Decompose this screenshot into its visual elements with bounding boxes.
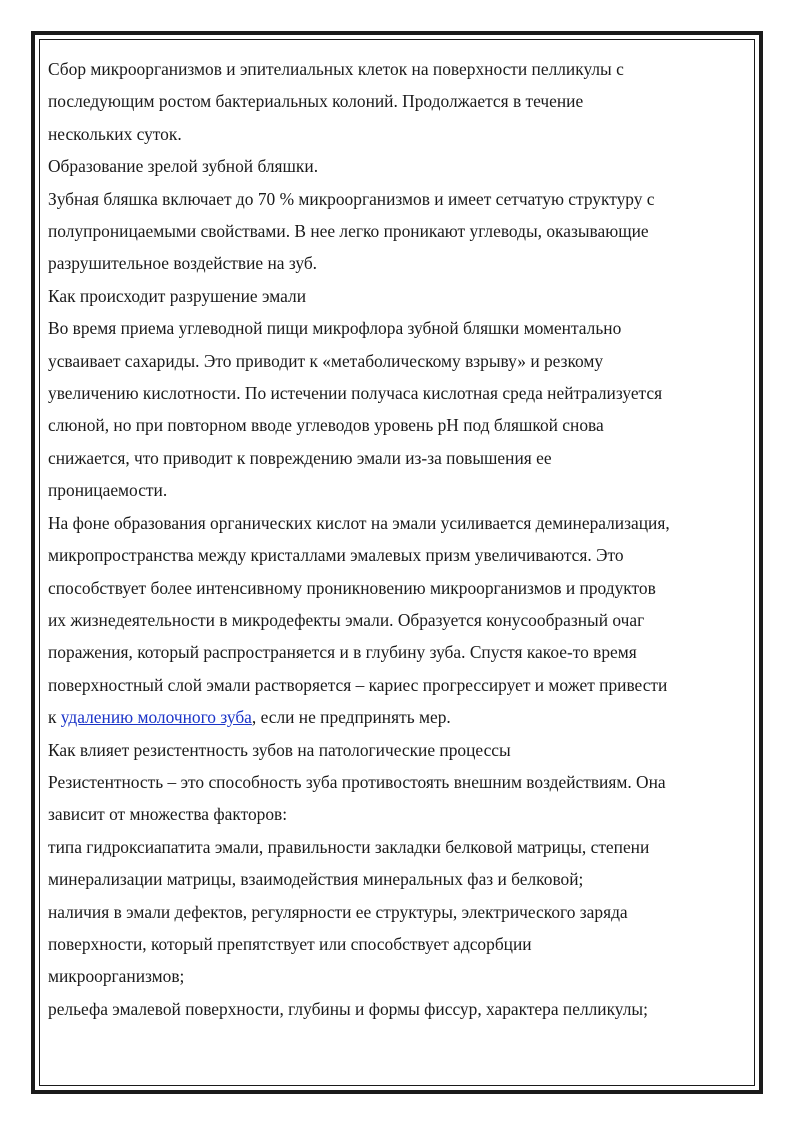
list-item-hydroxyapatite (48, 831, 738, 896)
paragraph-resistance-definition (48, 766, 738, 831)
paragraph-demineralization (48, 507, 738, 734)
text-line: разрушительное воздействие на зуб. (48, 253, 318, 274)
text-line: минерализации матрицы, взаимодействия минеральных фаз и белковой; (48, 869, 584, 890)
text-line: их жизнедеятельности в микродефекты эмали. Образуется конусообразный очаг (48, 609, 645, 630)
text-line: типа гидроксиапатита эмали, правильности закладки белковой матрицы, степени (48, 836, 650, 857)
paragraph-mature-plaque (48, 150, 738, 182)
text-line: поверхности, который препятствует или способствует адсорбции (48, 933, 532, 954)
text-line: способствует более интенсивному проникновению микроорганизмов и продуктов (48, 577, 656, 598)
text-line: наличия в эмали дефектов, регулярности ее структуры, электрического заряда (48, 901, 628, 922)
text-line-with-link (48, 701, 738, 733)
text-line: Резистентность – это способность зуба противостоять внешним воздействиям. Она (48, 771, 666, 792)
text-line: слюной, но при повторном вводе углеводов уровень pH под бляшкой снова (48, 415, 604, 436)
document-body (48, 53, 738, 1025)
text-line: Образование зрелой зубной бляшки. (48, 156, 319, 177)
text-line: рельефа эмалевой поверхности, глубины и формы фиссур, характера пелликулы; (48, 998, 648, 1019)
link-suffix: , если не предпринять мер. (251, 707, 451, 728)
heading-resistance (48, 734, 738, 766)
text-line: увеличению кислотности. По истечении получаса кислотная среда нейтрализуется (48, 383, 663, 404)
text-line: полупроницаемыми свойствами. В нее легко проникают углеводы, оказывающие (48, 221, 649, 242)
paragraph-plaque-composition (48, 183, 738, 280)
text-line: усваивает сахариды. Это приводит к «метаболическому взрыву» и резкому (48, 350, 604, 371)
paragraph-plaque-formation (48, 53, 738, 150)
heading-enamel-destruction (48, 280, 738, 312)
text-line: поражения, который распространяется и в глубину зуба. Спустя какое-то время (48, 642, 637, 663)
list-item-enamel-relief (48, 993, 738, 1025)
text-line: Зубная бляшка включает до 70 % микроорганизмов и имеет сетчатую структуру с (48, 188, 655, 209)
list-item-enamel-defects (48, 896, 738, 993)
text-line: Сбор микроорганизмов и эпителиальных клеток на поверхности пелликулы с (48, 59, 624, 79)
text-line: нескольких суток. (48, 123, 182, 144)
paragraph-metabolic-burst (48, 312, 738, 506)
text-line: На фоне образования органических кислот на эмали усиливается деминерализация, (48, 512, 670, 533)
text-line: поверхностный слой эмали растворяется – кариес прогрессирует и может привести (48, 674, 668, 695)
text-line: микропространства между кристаллами эмалевых призм увеличиваются. Это (48, 545, 624, 566)
baby-tooth-removal-link[interactable]: удалению молочного зуба (60, 707, 252, 728)
text-line: Как влияет резистентность зубов на патологические процессы (48, 739, 511, 760)
text-line: зависит от множества факторов: (48, 804, 288, 825)
text-line: последующим ростом бактериальных колоний. Продолжается в течение (48, 91, 584, 112)
text-line: Как происходит разрушение эмали (48, 285, 306, 306)
text-line: снижается, что приводит к повреждению эмали из-за повышения ее (48, 447, 552, 468)
text-line: проницаемости. (48, 480, 168, 501)
text-line: микроорганизмов; (48, 966, 185, 987)
text-line: Во время приема углеводной пищи микрофлора зубной бляшки моментально (48, 318, 622, 339)
link-prefix: к (48, 707, 61, 728)
